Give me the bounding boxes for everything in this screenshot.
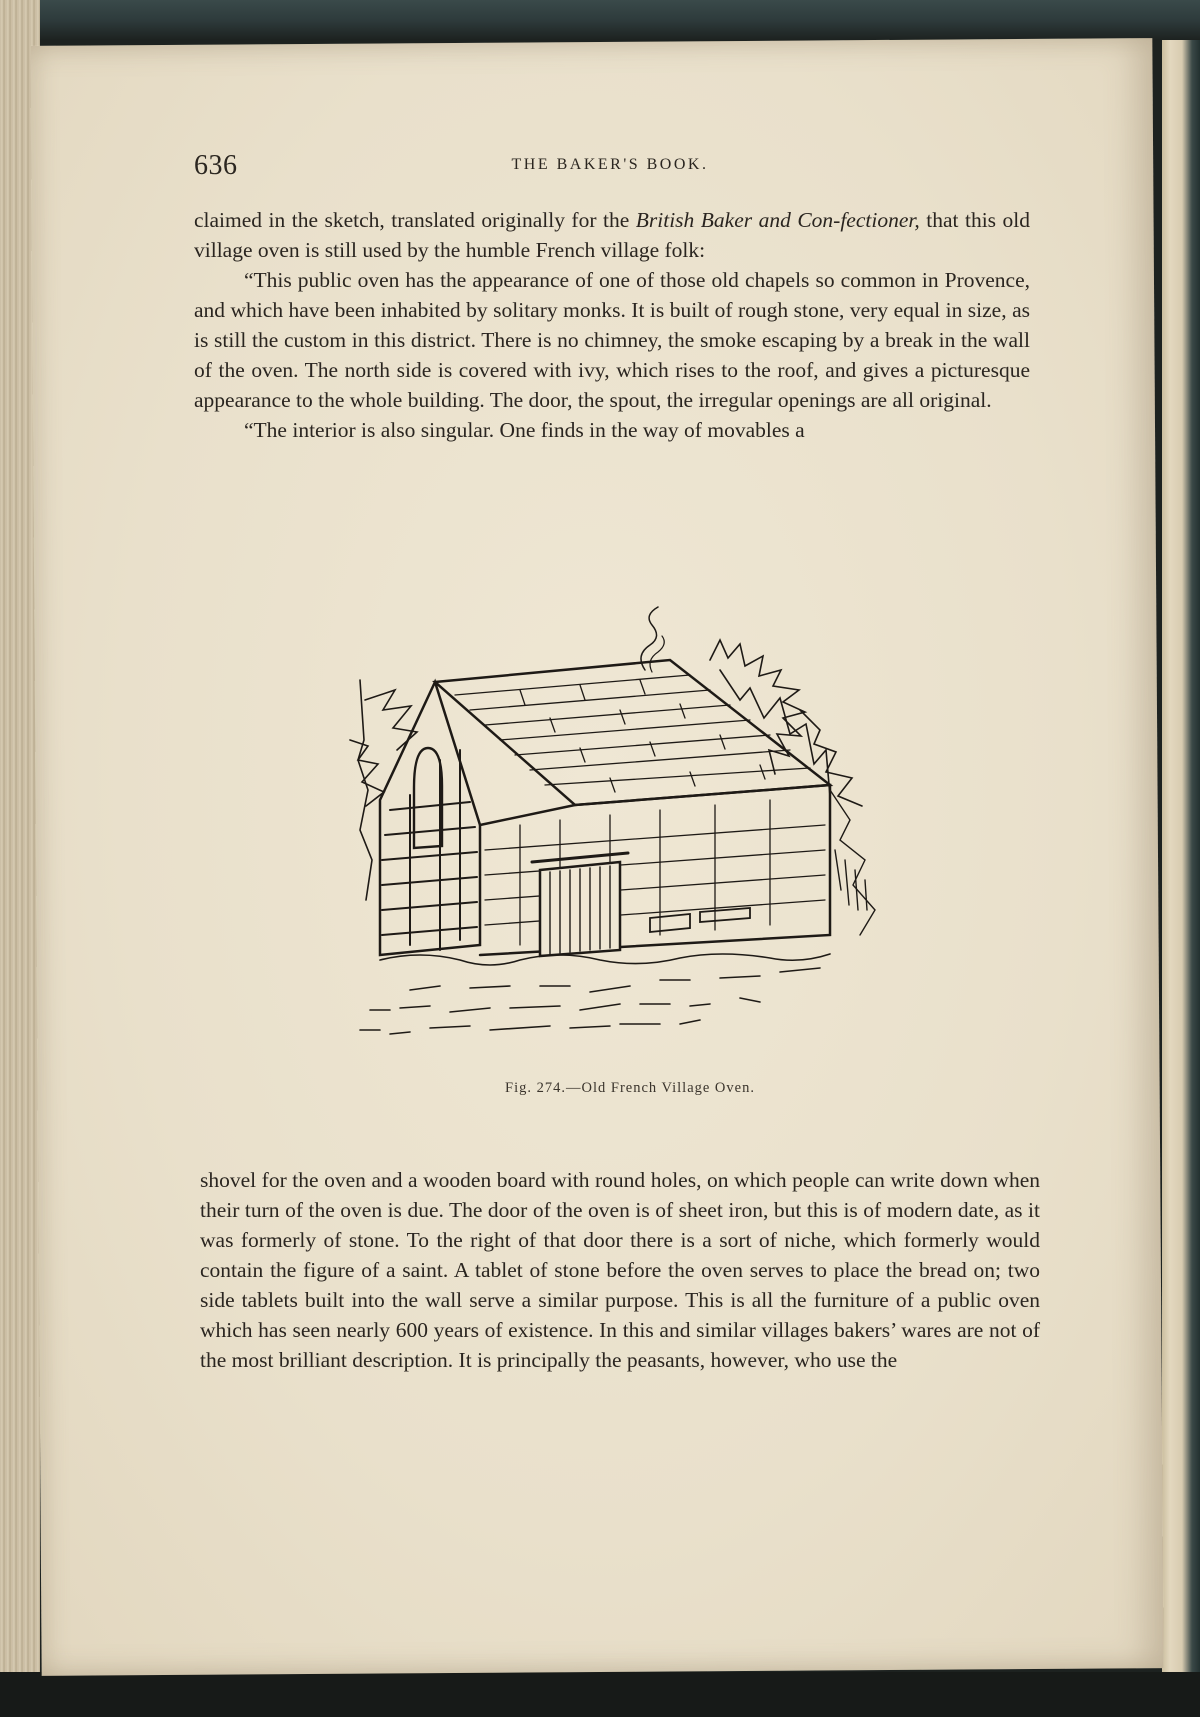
top-text-block xyxy=(194,205,1030,445)
page-header xyxy=(194,150,1026,200)
quote-paragraph-continued: shovel for the oven and a wooden board with round holes, on which people can write down when their turn of the oven is due. The door of the oven is of sheet iron, but this is of modern date, as it was formerly of stone. To the right of that door there is a sort of niche, which formerly would contain the figure of a saint. A tablet of stone before the oven serves to place the bread on; two side tablets built into the wall serve a similar purpose. This is all the furniture of a public oven which has seen nearly 600 years of existence. In this and similar villages bakers’ wares are not of the most brilliant description. It is principally the peasants, however, who use the xyxy=(200,1168,1040,1372)
quote-paragraph-exterior: “This public oven has the appearance of one of those old chapels so common in Provence, and which have been inhabited by solitary monks. It is built of rough stone, very equal in size, as is still the custom in this district. There is no chimney, the smoke escaping by a break in the wall of the oven. The north side is covered with ivy, which rises to the roof, and gives a picturesque appearance to the whole building. The door, the spout, the irregular openings are all original. xyxy=(194,268,1030,412)
figure-caption: Fig. 274.—Old French Village Oven. xyxy=(505,1080,755,1096)
running-head: THE BAKER'S BOOK. xyxy=(511,156,709,173)
page-number: 636 xyxy=(194,150,238,181)
oven-illustration xyxy=(320,600,940,1070)
publication-title: British Baker and Con-fectioner, xyxy=(635,208,920,232)
paragraph-continued xyxy=(194,205,1030,265)
quote-paragraph-interior: “The interior is also singular. One finds in the way of movables a xyxy=(244,418,805,442)
facing-page-edge xyxy=(1162,40,1200,1680)
paragraph-end: that this old village oven is still used by the humble French village folk: xyxy=(194,208,1030,262)
paragraph-start: claimed in the sketch, translated originally for the xyxy=(194,208,636,232)
oven-engraving xyxy=(320,600,940,1070)
bottom-text-block xyxy=(200,1165,1040,1375)
scan-background xyxy=(0,1672,1200,1717)
